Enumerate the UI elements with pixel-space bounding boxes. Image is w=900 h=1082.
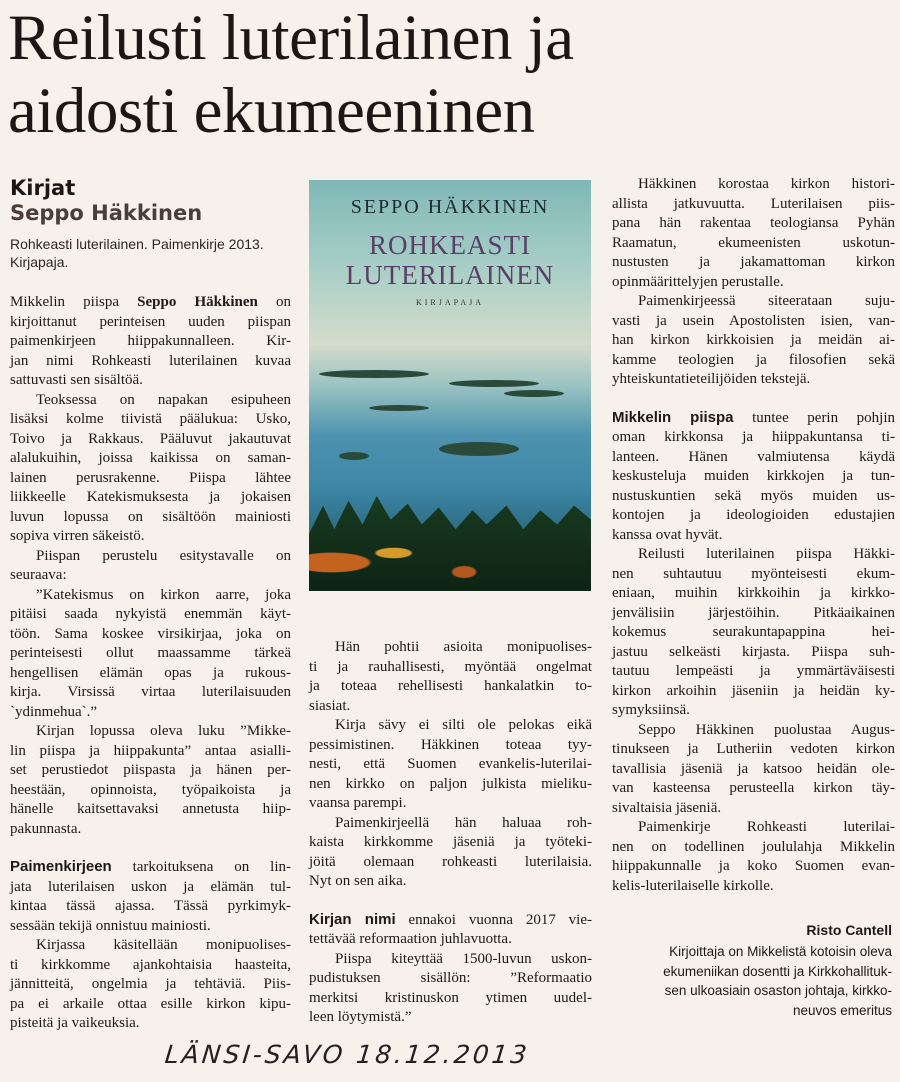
- bio-line: sen ulkoasiain osaston johtaja, kirkko-: [664, 983, 892, 998]
- text-line: alalukuihin, joissa kaikissa on saman-: [10, 450, 291, 466]
- text-line: jenvälisiin järjestöihin. Pitkäaikainen: [612, 604, 895, 621]
- paragraph: [10, 391, 291, 547]
- text-line: eniaan, muihin kirkkoihin ja kirkko-: [612, 585, 895, 601]
- text-line: pana hän rakentaa teologiansa Pyhän: [612, 215, 895, 231]
- text-line: Paimenkirje Rohkeasti luterilai-: [638, 819, 895, 835]
- text-line: heestään, opinnoista, työpaikoista ja: [10, 781, 291, 798]
- text-line: Teoksessa on napakan esipuheen: [36, 391, 291, 408]
- text-line: kirja. Virsissä virtaa luterilaisuuden: [10, 684, 291, 700]
- cover-publisher: KIRJAPAJA: [415, 298, 485, 307]
- text-line: kamme teologien ja filosofien sekä: [612, 351, 895, 368]
- text-segment: tarkoituksena on lin-: [111, 859, 291, 875]
- text-line: töön. Sama koskee virsikirjaa, joka on: [10, 625, 291, 642]
- paragraph: [10, 722, 291, 839]
- text-line: ”Katekismus on kirkon aarre, joka: [36, 586, 291, 603]
- text-line: [10, 293, 291, 313]
- paragraph: [612, 408, 895, 546]
- bold-lead-text: Seppo Häkkinen: [137, 294, 258, 310]
- bio-line: Kirjoittaja on Mikkelistä kotoisin oleva: [669, 944, 892, 959]
- text-line: ti ja rauhallisesti, myöntää ongelmat: [309, 658, 592, 675]
- text-line: pakunnasta.: [10, 820, 82, 837]
- text-line: nen kirkko on paljon julkista mieliku-: [309, 775, 592, 792]
- section-label: Kirjat: [10, 176, 76, 200]
- text-line: nustuskuntien sekä myös muiden us-: [612, 487, 895, 504]
- text-line: pudistuksen sisällön: ”Reformaatio: [309, 970, 592, 986]
- text-line: sivaltaisia jäseniä.: [612, 799, 722, 816]
- text-line: Seppo Häkkinen puolustaa Augus-: [638, 721, 895, 738]
- paragraph: [612, 292, 895, 390]
- text-line: nesti, että Suomen evankelis-luterilai-: [309, 756, 592, 772]
- text-line: pitäisi saada nykyistä enemmän käyt-: [10, 606, 291, 622]
- paragraph: [10, 293, 291, 391]
- text-line: Raamatun, ekumeenisten uskotun-: [612, 234, 895, 251]
- text-line: seuraava:: [10, 567, 67, 583]
- text-line: Reilusti luterilainen piispa Häkki-: [638, 546, 895, 562]
- text-line: symyksiinsä.: [612, 702, 690, 718]
- text-line: vaansa parempi.: [309, 795, 407, 811]
- headline-line: Reilusti luterilainen ja: [8, 2, 574, 74]
- text-line: Kirja sävy ei silti ole pelokas eikä: [335, 717, 592, 733]
- paragraph: [309, 716, 592, 814]
- text-line: sessään tekijä onnistuu mainiosti.: [10, 917, 211, 934]
- text-line: `ydinmehua`.”: [10, 703, 98, 720]
- paragraph: [612, 545, 895, 721]
- text-line: kirkon arkoihin jäseniin ja heidän ky-: [612, 682, 895, 699]
- text-line: leen löytymistä.”: [309, 1009, 412, 1025]
- text-line: siasiat.: [309, 697, 351, 714]
- text-line: pisteitä ja vaikeuksia.: [10, 1015, 140, 1031]
- text-line: hiippakunnalle ja koko Suomen evan-: [612, 858, 895, 874]
- text-line: hänelle kaitsettavaksi annetusta hiip-: [10, 801, 291, 817]
- headline-line: aidosti ekumeeninen: [8, 75, 535, 147]
- text-segment: Mikkelin piispa: [10, 294, 138, 310]
- text-line: keskusteluja muiden kirkkojen ja tun-: [612, 468, 895, 484]
- text-line: paimenkirjeen hiippakunnalleen. Kir-: [10, 333, 291, 349]
- paragraph: [309, 638, 592, 716]
- text-line: kirjoittanut perinteisen uuden piispan: [10, 313, 291, 330]
- text-line: luvun lopussa on sisältöön mainiosti: [10, 508, 291, 525]
- text-line: liikkeelle Katekismuksesta ja jokaisen: [10, 489, 291, 505]
- text-line: oman kirkkonsa ja hiippakuntansa ti-: [612, 429, 895, 445]
- text-line: Paimenkirjeellä hän haluaa roh-: [335, 814, 592, 831]
- paragraph: [309, 910, 592, 950]
- text-line: sopiva virren säkeistö.: [10, 528, 145, 544]
- cover-title-line: ROHKEASTI: [369, 230, 531, 260]
- text-line: Häkkinen korostaa kirkon histori-: [638, 176, 895, 192]
- cover-title: [309, 230, 591, 290]
- review-kicker: [10, 176, 202, 226]
- text-line: yhteiskuntatieteilijöiden tekstejä.: [612, 371, 811, 387]
- text-line: Toivo ja Rakkaus. Pääluvut jakautuvat: [10, 430, 291, 447]
- paragraph: [10, 547, 291, 586]
- text-line: kintaa tässä ajassa. Tässä pyrkimyk-: [10, 898, 291, 914]
- text-line: lin piispa ja hiippakunta” antaa asialli-: [10, 742, 291, 759]
- text-line: tinukseen ja Lutheriin vedoten kirkon: [612, 741, 895, 757]
- island: [319, 370, 429, 378]
- column-middle: [309, 638, 592, 1028]
- paragraph: [10, 857, 291, 936]
- text-line: lanteen. Hänen valmiutensa käydä: [612, 448, 895, 465]
- text-line: Piispa kiteyttää 1500-luvun uskon-: [335, 950, 592, 967]
- column-left: [10, 293, 291, 1034]
- paragraph: [612, 818, 895, 896]
- text-line: jata luterilaisen uskon ja elämän tul-: [10, 878, 291, 895]
- text-line: lainen perusrakenne. Piispa lähtee: [10, 469, 291, 486]
- author-bio: [663, 942, 892, 1020]
- text-segment: ennakoi vuonna 2017 vie-: [395, 911, 592, 928]
- text-line: sattuvasti sen sisältöä.: [10, 372, 143, 388]
- text-line: han kirkon kirkkoisien ja meidän ai-: [612, 332, 895, 348]
- text-line: set perustiedot piispasta ja hänen per-: [10, 762, 291, 778]
- text-line: jöitä olemaan rohkeasti luterilaisia.: [309, 853, 592, 870]
- book-details: [10, 236, 300, 271]
- island: [369, 405, 429, 411]
- text-line: pa ei arkaile ottaa esille kirkon kipu-: [10, 995, 291, 1012]
- paragraph: [309, 814, 592, 892]
- text-line: Piispan perustelu esitystavalle on: [36, 547, 291, 564]
- text-line: vasti ja usein Apostolisten isien, van-: [612, 312, 895, 329]
- island: [449, 380, 539, 387]
- paragraph: [309, 950, 592, 1028]
- text-line: nen suhtautuu myönteisesti ekum-: [612, 565, 895, 582]
- text-line: kontojen ja ideologioiden edustajien: [612, 507, 895, 523]
- text-line: Kirjan lopussa oleva luku ”Mikke-: [36, 723, 291, 739]
- text-line: jastuu selkeästi kirjasta. Piispa suh-: [612, 643, 895, 660]
- text-line: van kasteensa perusteella kirkon täy-: [612, 780, 895, 796]
- bio-line: ekumeniikan dosentti ja Kirkkohallituk-: [663, 963, 892, 979]
- text-line: Paimenkirjeessä siteerataan suju-: [638, 293, 895, 309]
- text-line: tavallisia jäseniä ja katsoo heidän ole-: [612, 760, 895, 777]
- text-line: ja toteaa rehellisesti hankalatkin to-: [309, 678, 592, 694]
- text-line: nen on todellinen joululahja Mikkelin: [612, 838, 895, 855]
- column-right: [612, 175, 895, 896]
- byline: Risto Cantell: [806, 922, 892, 938]
- text-line: jan nimi Rohkeasti luterilainen kuvaa: [10, 352, 291, 369]
- text-line: kanssa ovat hyvät.: [612, 526, 723, 543]
- island: [339, 452, 369, 460]
- bold-lead-text: Paimenkirjeen: [10, 858, 112, 875]
- book-details-line: Rohkeasti luterilainen. Paimenkirje 2013.: [10, 236, 264, 252]
- paragraph: [10, 586, 291, 723]
- forest: [309, 496, 591, 591]
- text-line: [612, 408, 895, 429]
- text-line: Hän pohtii asioita monipuolises-: [335, 639, 592, 655]
- bold-lead-text: Kirjan nimi: [309, 910, 396, 928]
- text-segment: on: [257, 294, 291, 310]
- text-line: hengellisen elämän opas ja rukous-: [10, 664, 291, 681]
- text-line: Kirjassa käsitellään monipuolises-: [36, 937, 291, 953]
- text-line: nustusten ja jakamattoman kirkon: [612, 254, 895, 270]
- text-line: tautuu lempeästi ja ymmärtäväisesti: [612, 663, 895, 679]
- island: [439, 442, 519, 456]
- cover-title-line: LUTERILAINEN: [345, 260, 555, 290]
- bold-lead-text: Mikkelin piispa: [612, 408, 734, 426]
- handwritten-source-note: LÄNSI-SAVO 18.12.2013: [163, 1040, 532, 1069]
- text-line: [10, 857, 291, 878]
- text-line: opinmäärittelyjen perustalle.: [612, 273, 784, 290]
- text-line: jännitteitä, ongelmia ja tehtäviä. Piis-: [10, 976, 291, 992]
- text-segment: tuntee perin pohjin: [733, 409, 895, 426]
- text-line: allista jatkuvuutta. Luterilaisen piis-: [612, 195, 895, 212]
- text-line: pessimistinen. Häkkinen toteaa tyy-: [309, 736, 592, 753]
- text-line: perinteisesti ollut maassamme tärkeä: [10, 645, 291, 661]
- text-line: ti kirkkomme ajankohtaisia haasteita,: [10, 956, 291, 973]
- island: [504, 390, 564, 397]
- text-line: Nyt on sen aika.: [309, 873, 407, 889]
- text-line: lisäksi kolme tiivistä päälukua: Usko,: [10, 411, 291, 427]
- paragraph: [10, 936, 291, 1034]
- cover-author: SEPPO HÄKKINEN: [350, 196, 550, 218]
- bio-line: neuvos emeritus: [792, 1002, 892, 1018]
- paragraph: [612, 721, 895, 819]
- text-line: kokemus seurakuntapappina hei-: [612, 624, 895, 640]
- text-line: kaista kirkkomme jäseniä ja työteki-: [309, 834, 592, 850]
- text-line: merkitsi kristinuskon ytimen uudel-: [309, 989, 592, 1006]
- headline: [8, 2, 574, 148]
- book-author: Seppo Häkkinen: [10, 201, 203, 225]
- book-details-line: Kirjapaja.: [10, 253, 69, 270]
- text-line: [309, 910, 592, 931]
- book-cover-image: [309, 180, 591, 591]
- text-line: tettävää reformaation juhlavuotta.: [309, 931, 512, 947]
- paragraph: [612, 175, 895, 292]
- text-line: kelis-luterilaiselle kirkolle.: [612, 877, 774, 894]
